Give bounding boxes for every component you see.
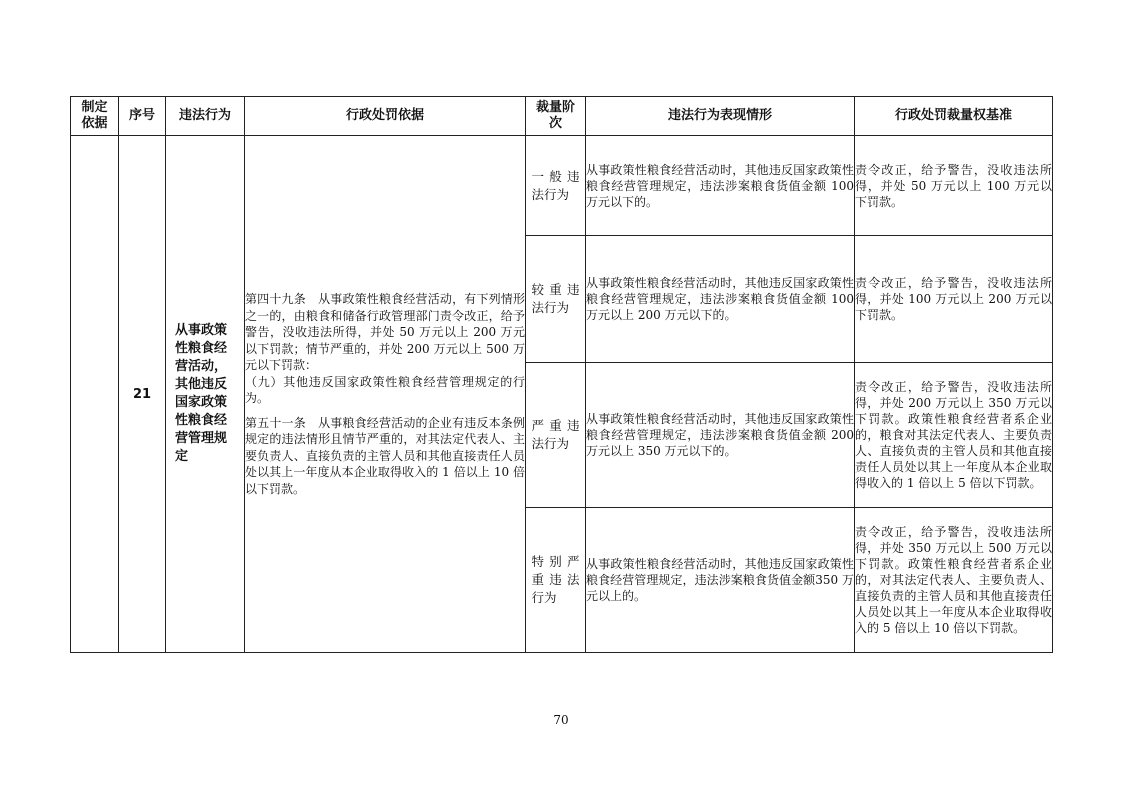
benchmark-cell-severe: 责令改正，给予警告，没收违法所得，并处 200 万元以上 350 万元以下罚款。政策性粮食经营者系企业的，粮食对其法定代表人、主要负责人、直接负责的主管人员和其他直接责任人员处以其上一年度从本企业取得收入的 1 倍以上 5 倍以下罚款。	[855, 363, 1053, 508]
benchmark-cell-extremely-severe: 责令改正，给予警告，没收违法所得，并处 350 万元以上 500 万元以下罚款。政策性粮食经营者系企业的，对其法定代表人、主要负责人、直接负责的主管人员和其他直接责任人员处以其上一年度从本企业取得收入的 5 倍以上 10 倍以下罚款。	[855, 508, 1053, 653]
situation-cell-extremely-severe: 从事政策性粮食经营活动时，其他违反国家政策性粮食经营管理规定，违法涉案粮食货值金额350 万元以上的。	[586, 508, 855, 653]
situation-cell-serious: 从事政策性粮食经营活动时，其他违反国家政策性粮食经营管理规定，违法涉案粮食货值金额 100 万元以上 200 万元以下的。	[586, 236, 855, 363]
level-cell-general: 一般违法行为	[526, 136, 586, 236]
header-penalty-basis: 行政处罚依据	[245, 97, 526, 136]
header-basis: 制定依据	[71, 97, 119, 136]
situation-cell-general: 从事政策性粮食经营活动时，其他违反国家政策性粮食经营管理规定，违法涉案粮食货值金额 100 万元以下的。	[586, 136, 855, 236]
benchmark-cell-general: 责令改正，给予警告，没收违法所得，并处 50 万元以上 100 万元以下罚款。	[855, 136, 1053, 236]
benchmark-cell-serious: 责令改正，给予警告，没收违法所得，并处 100 万元以上 200 万元以下罚款。	[855, 236, 1053, 363]
basis-cell	[71, 136, 119, 653]
table-header-row	[71, 97, 1053, 136]
level-cell-severe: 严重违法行为	[526, 363, 586, 508]
header-serial: 序号	[119, 97, 166, 136]
article-49: 第四十九条 从事政策性粮食经营活动，有下列情形之一的，由粮食和储备行政管理部门责令改正，给予警告，没收违法所得，并处 50 万元以上 200 万元以下罚款；情节严重的，并处 200 万元以上 500 万元以下罚款：	[245, 292, 525, 372]
table-row	[71, 136, 1053, 236]
header-level: 裁量阶次	[526, 97, 586, 136]
penalty-basis-cell	[245, 136, 526, 653]
header-situation: 违法行为表现情形	[586, 97, 855, 136]
conduct-cell	[166, 136, 245, 653]
header-conduct: 违法行为	[166, 97, 245, 136]
penalty-discretion-table	[70, 96, 1053, 653]
page-number: 70	[553, 713, 569, 727]
level-cell-serious: 较重违法行为	[526, 236, 586, 363]
article-49-item-9: （九）其他违反国家政策性粮食经营管理规定的行为。	[245, 374, 525, 405]
serial-cell: 21	[119, 136, 166, 653]
header-benchmark: 行政处罚裁量权基准	[855, 97, 1053, 136]
conduct-label: 从事政策性粮食经营活动，其他违反国家政策性粮食经营管理规定	[175, 323, 228, 464]
situation-cell-severe: 从事政策性粮食经营活动时，其他违反国家政策性粮食经营管理规定，违法涉案粮食货值金额 200 万元以上 350 万元以下的。	[586, 363, 855, 508]
level-cell-extremely-severe: 特别严重违法行为	[526, 508, 586, 653]
article-51: 第五十一条 从事粮食经营活动的企业有违反本条例规定的违法情形且情节严重的，对其法定代表人、主要负责人、直接负责的主管人员和其他直接责任人员处以其上一年度从本企业取得收入的 1 倍以上 10 倍以下罚款。	[245, 415, 525, 496]
